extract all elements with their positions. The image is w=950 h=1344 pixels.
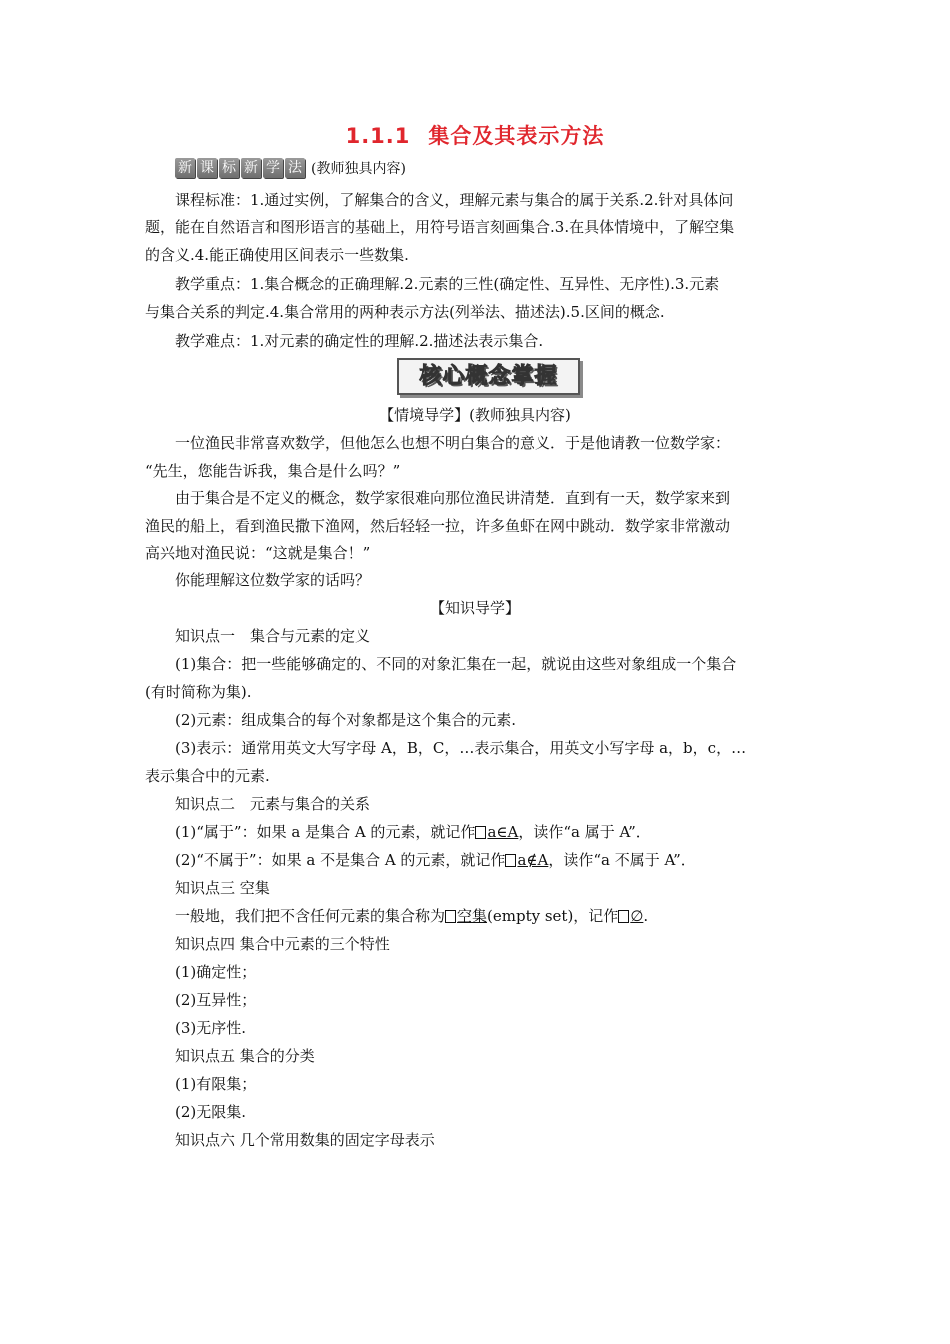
story-line: 渔民的船上，看到渔民撒下渔网，然后轻轻一拉，许多鱼虾在网中跳动．数学家非常激动 <box>145 517 731 535</box>
kp3-title: 知识点三 空集 <box>175 879 270 897</box>
empty-set-term: 空集 <box>457 907 488 925</box>
page-title <box>0 120 950 150</box>
badge-char: 法 <box>285 158 305 178</box>
badge-char: 课 <box>197 158 217 178</box>
kp2-belongs-reading: ，读作“a 属于 A”． <box>518 823 651 841</box>
kp5-title: 知识点五 集合的分类 <box>175 1047 315 1065</box>
standards-line: 题，能在自然语言和图形语言的基础上，用符号语言刻画集合.3.在具体情境中，了解空集 <box>145 218 735 236</box>
story-line: 由于集合是不定义的概念，数学家很难向那位渔民讲清楚．直到有一天，数学家来到 <box>175 489 731 507</box>
blank-box <box>505 854 516 867</box>
standards-line: 的含义.4.能正确使用区间表示一些数集. <box>145 246 409 264</box>
kp1-notation-cont: 表示集合中的元素. <box>145 767 270 785</box>
kp2-not-belongs <box>175 850 815 870</box>
kp1-notation: (3)表示：通常用英文大写字母 A，B，C，…表示集合，用英文小写字母 a，b，c，… <box>175 739 747 757</box>
situation-heading: 【情境导学】(教师独具内容) <box>379 406 571 424</box>
kp1-set-def-cont: (有时简称为集). <box>145 683 252 701</box>
kp1-set-def: (1)集合：把一些能够确定的、不同的对象汇集在一起，就说由这些对象组成一个集合 <box>175 655 737 673</box>
belongs-symbol: a∈A <box>487 823 519 841</box>
empty-set-symbol: ∅ <box>630 907 644 925</box>
story-line: 高兴地对渔民说：“这就是集合！” <box>145 544 371 562</box>
kp2-belongs-text: (1)“属于”：如果 a 是集合 A 的元素，就记作 <box>175 823 476 841</box>
kp4-item: (3)无序性. <box>175 1019 247 1037</box>
kp2-title: 知识点二 元素与集合的关系 <box>175 795 371 813</box>
kp3-definition <box>175 906 815 926</box>
kp3-text: 一般地，我们把不含任何元素的集合称为 <box>175 907 446 925</box>
key-points-line: 教学重点：1.集合概念的正确理解.2.元素的三性(确定性、互异性、无序性).3.元素 <box>175 275 720 293</box>
section-title: 集合及其表示方法 <box>428 124 605 148</box>
kp1-title: 知识点一 集合与元素的定义 <box>175 627 371 645</box>
kp2-not-belongs-reading: ，读作“a 不属于 A”． <box>548 851 696 869</box>
story-line: 一位渔民非常喜欢数学，但他怎么也想不明白集合的意义．于是他请教一位数学家： <box>175 434 731 452</box>
story-line: 你能理解这位数学家的话吗？ <box>175 571 371 589</box>
kp4-title: 知识点四 集合中元素的三个特性 <box>175 935 390 953</box>
blank-box <box>475 826 486 839</box>
badge-char: 标 <box>219 158 239 178</box>
badge-char: 新 <box>175 158 195 178</box>
teacher-note: (教师独具内容) <box>311 161 406 177</box>
kp4-item: (2)互异性； <box>175 991 257 1009</box>
not-belongs-symbol: a∉A <box>517 851 549 869</box>
blank-box <box>445 910 456 923</box>
badge-char: 学 <box>263 158 283 178</box>
kp4-item: (1)确定性； <box>175 963 257 981</box>
kp3-english: (empty set)，记作 <box>487 907 619 925</box>
kp1-element-def: (2)元素：组成集合的每个对象都是这个集合的元素. <box>175 711 517 729</box>
kp3-period: . <box>643 907 649 925</box>
kp5-item: (1)有限集； <box>175 1075 257 1093</box>
story-line: “先生，您能告诉我，集合是什么吗？” <box>145 462 401 480</box>
kp2-belongs <box>175 822 815 842</box>
section-number: 1.1.1 <box>345 124 411 148</box>
standards-line: 课程标准：1.通过实例，了解集合的含义，理解元素与集合的属于关系.2.针对具体问 <box>175 191 734 209</box>
kp2-not-belongs-text: (2)“不属于”：如果 a 不是集合 A 的元素，就记作 <box>175 851 506 869</box>
blank-box <box>618 910 629 923</box>
badge-char: 新 <box>241 158 261 178</box>
knowledge-heading: 【知识导学】 <box>429 599 520 617</box>
core-concept-banner: 核心概念掌握 <box>397 358 580 395</box>
difficulty-line: 教学难点：1.对元素的确定性的理解.2.描述法表示集合. <box>175 332 544 350</box>
kp6-title: 知识点六 几个常用数集的固定字母表示 <box>175 1131 435 1149</box>
key-points-line: 与集合关系的判定.4.集合常用的两种表示方法(列举法、描述法).5.区间的概念. <box>145 303 665 321</box>
header-badges <box>175 157 406 179</box>
kp5-item: (2)无限集. <box>175 1103 247 1121</box>
